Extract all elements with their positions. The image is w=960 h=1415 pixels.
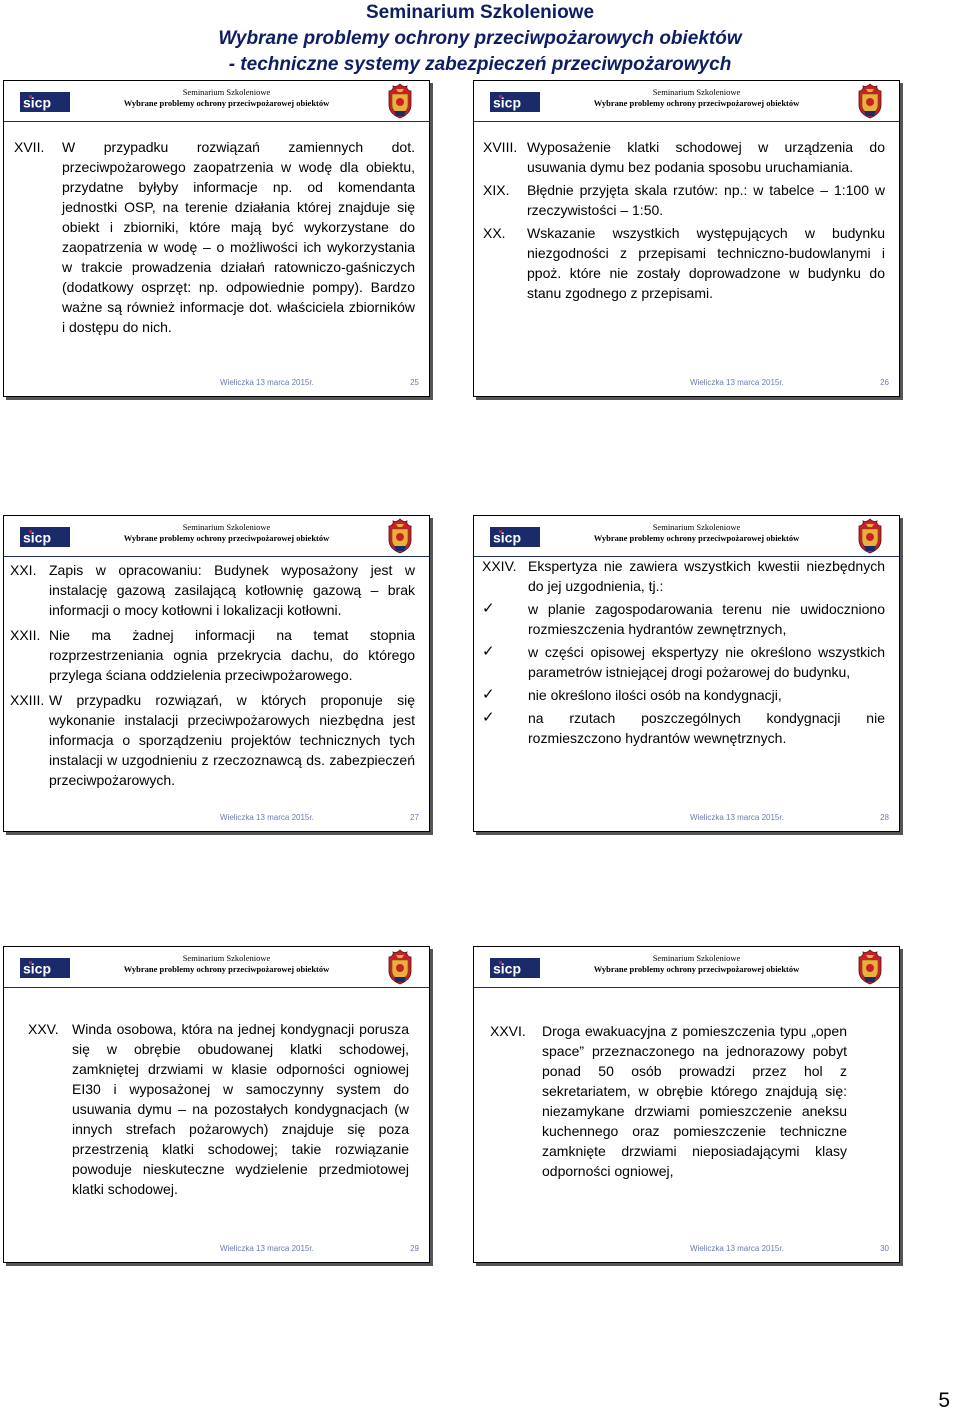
slide-header xyxy=(474,947,899,987)
sicp-logo-icon xyxy=(490,92,540,112)
list-item: XXV. Winda osobowa, która na jednej kondygnacji porusza się w obrębie obudowanej klatki schodowej, zamkniętej drzwiami w klasie odporności ogniowej EI30 i wyposażonej w samoczynny system do usuwania dymu – na pozostałych kondygnacjach (w innych strefach pożarowych) znajduje się poza przestrzenią klatki schodowej; takie rozwiązanie powoduje nieskuteczne wydzielenie przedmiotowej klatki schodowej. xyxy=(28,1021,409,1197)
slide-header xyxy=(4,81,429,121)
checklist-item: ✓ w części opisowej ekspertyzy nie określono wszystkich parametrów istniejącej drogi pożarowej do budynku, xyxy=(482,643,885,680)
header-divider xyxy=(4,556,429,557)
list-item: XX. Wskazanie wszystkich występujących w budynku niezgodności z przepisami techniczno-budowlanymi i ppoż. które nie zostały doprowadzone w budynku do stanu zgodnego z przepisami. xyxy=(483,225,885,301)
slide-title: Seminarium Szkoleniowe Wybrane problemy ochrony przeciwpożarowej obiektów xyxy=(123,87,330,108)
slide-30 xyxy=(473,946,900,1263)
slide-body xyxy=(482,556,885,748)
slide-header xyxy=(4,516,429,556)
checkmark-icon: ✓ xyxy=(482,709,495,726)
list-item: XXI. Zapis w opracowaniu: Budynek wyposażony jest w instalację gazową zasilającą kotłownię gazową – brak informacji o mocy kotłowni i lokalizacji kotłowni. xyxy=(10,562,415,618)
slide-footer: Wieliczka 13 marca 2015r. 25 xyxy=(220,378,419,387)
slide-27 xyxy=(3,515,430,832)
fire-brigade-emblem-icon xyxy=(383,949,417,985)
slide-footer: Wieliczka 13 marca 2015r. 30 xyxy=(690,1244,889,1253)
slide-26 xyxy=(473,80,900,397)
fire-brigade-emblem-icon xyxy=(383,83,417,119)
slide-title: Seminarium Szkoleniowe Wybrane problemy ochrony przeciwpożarowej obiektów xyxy=(593,522,800,543)
fire-brigade-emblem-icon xyxy=(383,518,417,554)
slide-28 xyxy=(473,515,900,832)
sicp-logo-icon xyxy=(490,958,540,978)
header-divider xyxy=(474,121,899,122)
slide-body xyxy=(10,560,415,790)
slide-body xyxy=(483,137,885,303)
slide-header xyxy=(4,947,429,987)
fire-brigade-emblem-icon xyxy=(853,949,887,985)
slide-footer: Wieliczka 13 marca 2015r. 27 xyxy=(220,813,419,822)
header-line-3: - techniczne systemy zabezpieczeń przeciwpożarowych xyxy=(228,54,732,75)
slide-footer: Wieliczka 13 marca 2015r. 29 xyxy=(220,1244,419,1253)
checkmark-icon: ✓ xyxy=(482,643,495,660)
slide-body xyxy=(490,1021,847,1181)
slide-footer: Wieliczka 13 marca 2015r. 28 xyxy=(690,813,889,822)
slide-29 xyxy=(3,946,430,1263)
sicp-logo-icon xyxy=(20,527,70,547)
page-number: 5 xyxy=(938,1389,950,1412)
header-line-2: Wybrane problemy ochrony przeciwpożarowych obiektów xyxy=(218,28,742,49)
slide-header xyxy=(474,516,899,556)
header-line-1: Seminarium Szkoleniowe xyxy=(365,2,595,23)
sicp-logo-icon xyxy=(20,92,70,112)
header-divider xyxy=(4,121,429,122)
slide-footer: Wieliczka 13 marca 2015r. 26 xyxy=(690,378,889,387)
list-item: XVII. W przypadku rozwiązań zamiennych dot. przeciwpożarowego zaopatrzenia w wodę dla obiektu, przydatne byłyby informacje np. od komendanta jednostki OSP, na terenie działania której znajduje się obiekt i zbiorniki, które mają być wykorzystane do zaopatrzenia w wodę – o możliwości ich wykorzystania w trakcie prowadzenia działań ratowniczo-gaśniczych (dodatkowy osprzęt: np. odpowiednie pompy). Bardzo ważne są również informacje dot. właściciela zbiorników i dostępu do nich. xyxy=(14,139,415,335)
slide-25 xyxy=(3,80,430,397)
fire-brigade-emblem-icon xyxy=(853,518,887,554)
list-item: XXVI. Droga ewakuacyjna z pomieszczenia typu „open space” przeznaczonego na jednorazowy pobyt ponad 50 osób prowadzi przez hol z sekretariatem, w obrębie którego znajdują się: niezamykane drzwiami pomieszczenie aneksu kuchennego oraz pomieszczenie techniczne zamknięte drzwiami nieposiadającymi klasy odporności ogniowej, xyxy=(490,1023,847,1179)
checkmark-icon: ✓ xyxy=(482,686,495,703)
header-divider xyxy=(4,987,429,988)
slide-header xyxy=(474,81,899,121)
slide-title: Seminarium Szkoleniowe Wybrane problemy ochrony przeciwpożarowej obiektów xyxy=(123,522,330,543)
list-item: XXIII. W przypadku rozwiązań, w których proponuje się wykonanie instalacji przeciwpożarowych niezbędna jest informacja o sporządzeniu projektów technicznych tych instalacji w uzgodnieniu z rzeczoznawcą ds. zabezpieczeń przeciwpożarowych. xyxy=(10,692,415,788)
header-divider xyxy=(474,987,899,988)
checklist-item: ✓ nie określono ilości osób na kondygnacji, xyxy=(482,686,782,703)
list-item: XVIII. Wyposażenie klatki schodowej w urządzenia do usuwania dymu bez podania sposobu uruchamiania. xyxy=(483,139,885,175)
slide-title: Seminarium Szkoleniowe Wybrane problemy ochrony przeciwpożarowej obiektów xyxy=(593,87,800,108)
fire-brigade-emblem-icon xyxy=(853,83,887,119)
slide-body xyxy=(14,137,415,337)
sicp-logo-icon xyxy=(490,527,540,547)
document-header xyxy=(0,0,960,78)
slide-title: Seminarium Szkoleniowe Wybrane problemy ochrony przeciwpożarowej obiektów xyxy=(593,953,800,974)
checklist-item: ✓ na rzutach poszczególnych kondygnacji nie rozmieszczono hydrantów wewnętrznych. xyxy=(482,709,885,746)
list-item: XXII. Nie ma żadnej informacji na temat stopnia rozprzestrzeniania ognia przekrycia dachu, do którego przylega ściana oddzielenia przeciwpożarowego. xyxy=(10,627,415,683)
checklist-item: ✓ w planie zagospodarowania terenu nie uwidoczniono rozmieszczenia hydrantów zewnętrznych, xyxy=(482,600,885,637)
checkmark-icon: ✓ xyxy=(482,600,495,617)
sicp-logo-icon xyxy=(20,958,70,978)
list-item: XXIV. Ekspertyza nie zawiera wszystkich kwestii niezbędnych do jej uzgodnienia, tj.: xyxy=(482,558,885,594)
slide-title: Seminarium Szkoleniowe Wybrane problemy ochrony przeciwpożarowej obiektów xyxy=(123,953,330,974)
list-item: XIX. Błędnie przyjęta skala rzutów: np.: w tabelce – 1:100 w rzeczywistości – 1:50. xyxy=(483,182,885,218)
slide-body xyxy=(28,1019,409,1199)
